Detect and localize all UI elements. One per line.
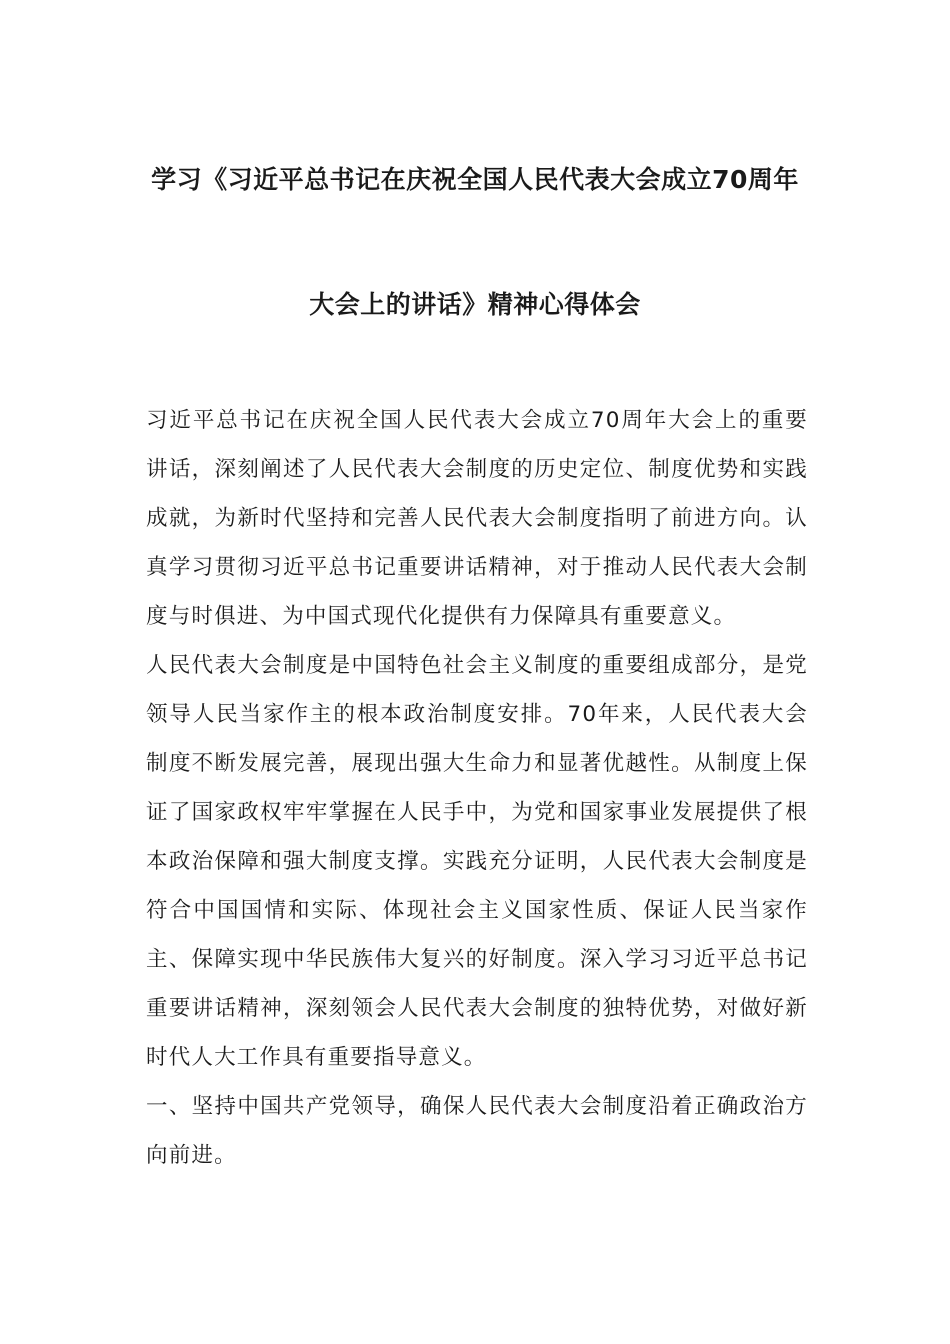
document-title-line-1: 学习《习近平总书记在庆祝全国人民代表大会成立70周年	[151, 165, 799, 194]
paragraph-section-heading-1: 一、坚持中国共产党领导，确保人民代表大会制度沿着正确政治方向前进。	[146, 1094, 808, 1168]
paragraph-intro: 习近平总书记在庆祝全国人民代表大会成立70周年大会上的重要讲话，深刻阐述了人民代表大会制度的历史定位、制度优势和实践成就，为新时代坚持和完善人民代表大会制度指明了前进方向。认真学习贯彻习近平总书记重要讲话精神，对于推动人民代表大会制度与时俱进、为中国式现代化提供有力保障具有重要意义。	[146, 408, 808, 629]
document-title-line-2: 大会上的讲话》精神心得体会	[309, 290, 641, 319]
document-body	[146, 396, 808, 1180]
paragraph-system-overview: 人民代表大会制度是中国特色社会主义制度的重要组成部分，是党领导人民当家作主的根本政治制度安排。70年来，人民代表大会制度不断发展完善，展现出强大生命力和显著优越性。从制度上保证了国家政权牢牢掌握在人民手中，为党和国家事业发展提供了根本政治保障和强大制度支撑。实践充分证明，人民代表大会制度是符合中国国情和实际、体现社会主义国家性质、保证人民当家作主、保障实现中华民族伟大复兴的好制度。深入学习习近平总书记重要讲话精神，深刻领会人民代表大会制度的独特优势，对做好新时代人大工作具有重要指导意义。	[146, 653, 808, 1070]
